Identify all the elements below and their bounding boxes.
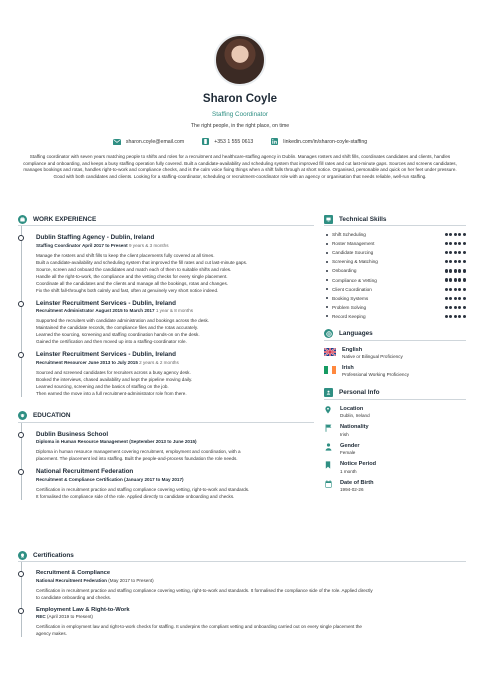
personal-item-date-of-birth: Date of Birth 1994-02-26 <box>324 480 466 493</box>
avatar <box>214 34 266 86</box>
profile-summary: Staffing coordinator with seven years matching people to shifts and roles for a recruitment and healthcare-staffing agency in Dublin. Manages rosters and shift fills, coordinates candidates and clients, handles compliance and onboarding, and keeps a busy staffing operation fully covered. Built a candidate-availability and scheduling system that improved fill rates and cut last-minute gaps. Sources and screens candidates, manages bookings and rotas, handles right-to-work and compliance checks, and is the calm voice fixing things when a shift falls through at short notice. Organised, personable and quick on her feet under pressure. Good with both candidates and clients. Looking for a staffing-coordinator, scheduling or recruitment-coordinator role with an agency or organisation that needs reliable, well-run staffing. <box>23 154 457 179</box>
skill-rating <box>445 269 467 272</box>
rating-dot <box>449 297 452 300</box>
right-column <box>324 212 466 492</box>
experience-timeline <box>18 226 314 397</box>
rating-dot <box>463 297 466 300</box>
rating-dot <box>449 251 452 254</box>
education-entry <box>36 431 314 463</box>
rating-dot <box>449 233 452 236</box>
personal-item-nationality: Nationality Irish <box>324 424 466 437</box>
phone-icon <box>202 138 209 145</box>
skill-rating <box>445 260 467 263</box>
rating-dot <box>445 242 448 245</box>
rating-dot <box>449 260 452 263</box>
timeline-dot <box>18 235 24 241</box>
rating-dot <box>463 278 466 281</box>
language-item <box>324 347 466 359</box>
rating-dot <box>449 288 452 291</box>
rating-dot <box>445 278 448 281</box>
skill-item <box>324 266 466 275</box>
email-icon <box>113 139 121 145</box>
rating-dot <box>458 233 461 236</box>
section-title: Technical Skills <box>339 215 387 223</box>
job-description: Manage the rosters and shift fills to keep the client placements fully covered at all times. Built a candidate-availability and scheduling system that improved the fill rates and cut last-minute gaps. Source, screen and onboard the candidates and match each of them to suitable shifts and roles. Handle all the right-to-work, the compliance and the vetting checks for every single placement. Coordinate all the candidates and the clients and manage all the bookings, rotas and changes. Fix the shift fall-throughs both calmly and fast, often at genuinely very short notice indeed. <box>36 252 248 293</box>
rating-dot <box>449 315 452 318</box>
skill-rating <box>445 297 467 300</box>
linkedin-text: linkedin.com/in/sharon-coyle-staffing <box>283 138 368 145</box>
rating-dot <box>445 269 448 272</box>
rating-dot <box>445 315 448 318</box>
rating-dot <box>449 306 452 309</box>
section-technical-skills <box>324 212 466 226</box>
rating-dot <box>454 242 457 245</box>
certifications-block <box>18 548 466 637</box>
job-description: Sourced and screened candidates for recruiters across a busy agency desk. Booked the interviews, chased availability and kept the pipeline moving daily. Learned sourcing, screening and the basics of staffing on the job. Then earned the move into a full recruitment-administrator role from there. <box>36 369 193 396</box>
skill-item <box>324 285 466 294</box>
certification-entry <box>36 570 466 601</box>
timeline-dot <box>18 608 24 614</box>
rating-dot <box>463 242 466 245</box>
rating-dot <box>454 260 457 263</box>
skill-name: Client Coordination <box>332 286 372 292</box>
section-title: WORK EXPERIENCE <box>33 215 97 223</box>
employer-title: Leinster Recruitment Services - Dublin, Ireland <box>36 351 176 358</box>
rating-dot <box>454 251 457 254</box>
rating-dot <box>454 315 457 318</box>
contact-bar <box>0 138 480 145</box>
skill-item <box>324 312 466 321</box>
rating-dot <box>454 306 457 309</box>
person-icon <box>324 443 332 454</box>
rating-dot <box>463 260 466 263</box>
skills-list <box>324 230 466 321</box>
rating-dot <box>445 306 448 309</box>
rating-dot <box>458 278 461 281</box>
experience-entry <box>36 234 314 294</box>
employer-title: Leinster Recruitment Services - Dublin, Ireland <box>36 299 176 307</box>
monitor-icon <box>324 215 333 224</box>
timeline-dot <box>18 571 24 577</box>
personal-item-notice-period: Notice Period 1 month <box>324 461 466 474</box>
contact-linkedin[interactable] <box>271 138 367 145</box>
experience-entry <box>36 351 314 397</box>
rating-dot <box>458 315 461 318</box>
certification-meta: REC (April 2019 to Present) <box>36 614 93 619</box>
language-item <box>324 365 466 377</box>
rating-dot <box>449 269 452 272</box>
job-meta: Recruitment Resourcer June 2013 to July 2015 2 years & 2 months <box>36 359 179 365</box>
section-work-experience <box>18 212 314 226</box>
section-title: Languages <box>339 330 373 338</box>
skill-item <box>324 294 466 303</box>
certification-meta: National Recruitment Federation (May 2017 to Present) <box>36 577 154 583</box>
rating-dot <box>458 251 461 254</box>
skill-rating <box>445 233 467 236</box>
skill-rating <box>445 251 467 254</box>
skill-name: Roster Management <box>332 241 375 247</box>
language-name: English <box>342 346 363 353</box>
education-entry <box>36 468 314 500</box>
education-description: Certification in recruitment practice and staffing compliance covering vetting, right-to-work and standards. It formalised the compliance side of the role. Applied directly to candidate onboarding and checks. <box>36 486 250 499</box>
skill-item <box>324 257 466 266</box>
bookmark-icon <box>324 461 332 472</box>
skill-name: Problem Solving <box>332 304 367 310</box>
degree-meta: Diploma in Human Resource Management (September 2013 to June 2015) <box>36 439 197 444</box>
rating-dot <box>445 260 448 263</box>
language-level: Professional Working Proficiency <box>342 371 410 377</box>
rating-dot <box>463 269 466 272</box>
skill-item <box>324 239 466 248</box>
experience-entry <box>36 300 314 346</box>
skill-name: Candidate Sourcing <box>332 250 374 256</box>
skill-rating <box>445 288 467 291</box>
rating-dot <box>463 288 466 291</box>
personal-item-gender: Gender Female <box>324 443 466 456</box>
rating-dot <box>463 315 466 318</box>
rating-dot <box>458 306 461 309</box>
rating-dot <box>445 251 448 254</box>
rating-dot <box>454 278 457 281</box>
rating-dot <box>454 288 457 291</box>
skill-name: Onboarding <box>332 268 357 274</box>
section-education <box>18 409 314 423</box>
skill-name: Booking Systems <box>332 295 369 301</box>
education-description: Diploma in human resource management covering recruitment, employment and coordination, with a placement. The placement led into staffing. Built the people-and-process foundation the role needs. <box>36 449 241 461</box>
left-column <box>18 212 314 500</box>
skill-item <box>324 230 466 239</box>
rating-dot <box>445 297 448 300</box>
rating-dot <box>445 288 448 291</box>
certification-entry <box>36 607 466 638</box>
section-title: EDUCATION <box>33 412 71 419</box>
timeline-dot <box>18 301 24 307</box>
rating-dot <box>458 297 461 300</box>
candidate-role: Staffing Coordinator <box>212 111 268 118</box>
language-name: Irish <box>342 364 354 371</box>
rating-dot <box>454 233 457 236</box>
skill-name: Record Keeping <box>332 313 366 319</box>
job-meta: Staffing Coordinator April 2017 to Present 9 years & 3 months <box>36 242 169 248</box>
degree-meta: Recruitment & Compliance Certification (January 2017 to May 2017) <box>36 476 184 482</box>
rating-dot <box>449 278 452 281</box>
rating-dot <box>449 242 452 245</box>
personal-item-location: Location Dublin, Ireland <box>324 406 466 419</box>
skill-item <box>324 275 466 284</box>
certifications-timeline <box>18 562 466 637</box>
rating-dot <box>463 306 466 309</box>
timeline-dot <box>18 352 24 358</box>
certification-title: Employment Law & Right-to-Work <box>36 606 130 613</box>
globe-icon <box>324 329 333 338</box>
skill-rating <box>445 242 467 245</box>
ireland-flag-icon <box>324 366 336 374</box>
section-personal-info <box>324 386 466 400</box>
calendar-icon <box>324 480 332 491</box>
graduation-cap-icon <box>18 411 27 420</box>
skill-rating <box>445 306 467 309</box>
section-title: Personal Info <box>339 389 380 397</box>
education-timeline <box>18 423 314 500</box>
section-certifications <box>18 548 466 562</box>
linkedin-icon <box>271 138 278 145</box>
id-card-icon <box>324 388 333 397</box>
rating-dot <box>458 260 461 263</box>
rating-dot <box>463 251 466 254</box>
rating-dot <box>458 242 461 245</box>
email-text: sharon.coyle@email.com <box>125 138 185 145</box>
contact-email[interactable] <box>113 138 184 145</box>
tagline: The right people, in the right place, on time <box>190 123 290 129</box>
contact-phone[interactable] <box>202 138 253 145</box>
rating-dot <box>458 288 461 291</box>
rating-dot <box>463 233 466 236</box>
job-meta: Recruitment Administrator August 2015 to March 2017 1 year & 8 months <box>36 308 194 313</box>
skill-name: Compliance & Vetting <box>332 277 377 283</box>
rating-dot <box>445 233 448 236</box>
timeline-dot <box>18 469 24 475</box>
certification-description: Certification in recruitment practice and staffing compliance covering vetting, right-to-work and standards. It formalised the compliance side of the role. Applied directly to candidate onboarding and checks. <box>36 587 373 600</box>
job-description: Supported the recruiters with candidate administration and bookings across the desk. Maintained the candidate records, the compliance files and the rotas accurately. Learned the sourcing, screening and staffing coordination hands-on on the desk. Gained the certification and then moved up into a staffing-coordinator role. <box>36 318 210 344</box>
school-title: National Recruitment Federation <box>36 468 134 475</box>
rating-dot <box>454 297 457 300</box>
skill-name: Screening & Matching <box>332 259 378 265</box>
skill-rating <box>445 278 467 281</box>
school-title: Dublin Business School <box>36 430 109 438</box>
skill-name: Shift Scheduling <box>332 232 366 238</box>
skill-item <box>324 303 466 312</box>
rating-dot <box>458 269 461 272</box>
skill-item <box>324 248 466 257</box>
rating-dot <box>454 269 457 272</box>
skill-rating <box>445 315 467 318</box>
language-level: Native or Bilingual Proficiency <box>342 353 403 359</box>
phone-text: +353 1 555 0613 <box>214 138 254 145</box>
flag-icon <box>324 424 332 435</box>
certification-title: Recruitment & Compliance <box>36 570 111 576</box>
certification-description: Certification in employment law and right-to-work checks for staffing. It underpins the compliant vetting and onboarding carried out on every single placement the agency makes. <box>36 624 362 636</box>
location-pin-icon <box>324 406 332 417</box>
timeline-dot <box>18 432 24 438</box>
certificate-icon <box>18 551 27 560</box>
uk-flag-icon <box>324 348 336 356</box>
section-languages <box>324 327 466 341</box>
section-title: Certifications <box>33 551 74 559</box>
briefcase-icon <box>18 215 27 224</box>
candidate-name: Sharon Coyle <box>202 93 278 105</box>
employer-title: Dublin Staffing Agency - Dublin, Ireland <box>36 234 155 241</box>
